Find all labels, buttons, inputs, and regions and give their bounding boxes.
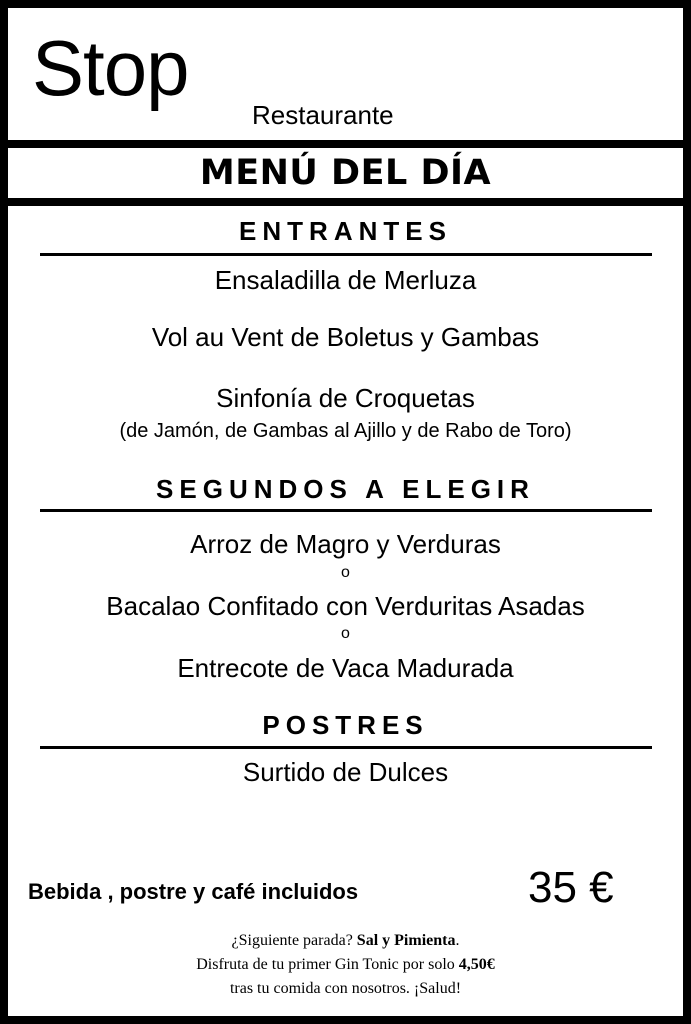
header-divider (8, 140, 683, 148)
footer-text: . (455, 932, 460, 949)
section-heading-entrantes: ENTRANTES (239, 216, 452, 246)
brand-name: Stop (32, 24, 189, 112)
footer-emphasis: Sal y Pimienta (356, 932, 456, 949)
title-divider (8, 198, 683, 206)
footer-line-3: tras tu comida con nosotros. ¡Salud! (229, 980, 462, 997)
section-rule-entrantes (40, 253, 652, 256)
dish-item: Sinfonía de Croquetas (216, 383, 475, 413)
footer-line-1 (8, 930, 683, 952)
header (8, 8, 683, 140)
dish-note: (de Jamón, de Gambas al Ajillo y de Rabo de Toro) (119, 420, 572, 442)
dish-item: Arroz de Magro y Verduras (190, 529, 501, 559)
section-rule-segundos (40, 509, 652, 512)
dish-item: Surtido de Dulces (242, 757, 449, 787)
included-items-note: Bebida , postre y café incluidos (28, 879, 359, 904)
section-heading-segundos: SEGUNDOS A ELEGIR (156, 474, 535, 504)
section-rule-postres (40, 746, 652, 749)
brand-subtitle: Restaurante (252, 100, 394, 130)
dish-item: Entrecote de Vaca Madurada (177, 653, 514, 683)
footer-text: ¿Siguiente parada? (231, 932, 357, 949)
dish-item: Vol au Vent de Boletus y Gambas (151, 322, 540, 352)
footer-line-2 (8, 954, 683, 976)
footer-emphasis: 4,50€ (458, 956, 495, 973)
choice-separator: o (341, 625, 350, 642)
section-heading-postres: POSTRES (262, 710, 429, 740)
menu-title: MENÚ DEL DÍA (199, 153, 492, 193)
dish-item: Ensaladilla de Merluza (214, 265, 477, 295)
dish-item: Bacalao Confitado con Verduritas Asadas (106, 591, 585, 621)
choice-separator: o (341, 564, 350, 581)
footer-text: Disfruta de tu primer Gin Tonic por solo (196, 956, 459, 973)
menu-price: 35 € (528, 863, 614, 912)
